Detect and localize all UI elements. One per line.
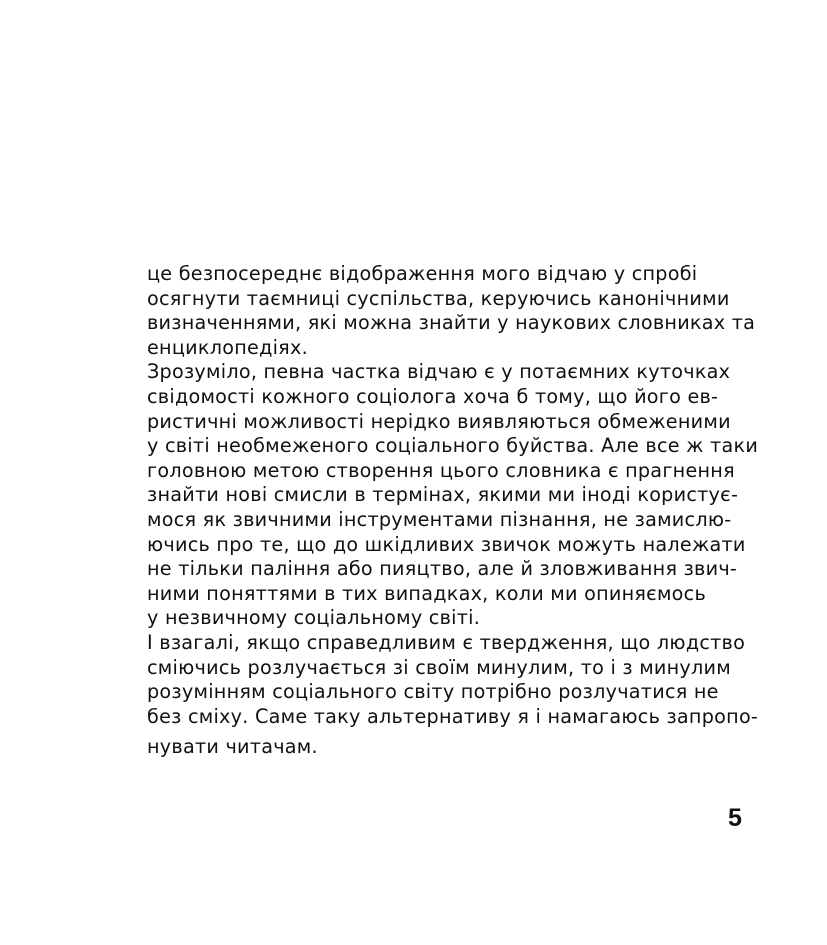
text-line: знайти нові смисли в термінах, якими ми іноді користує-: [147, 483, 739, 507]
text-line: не тільки паління або пияцтво, але й зловживання звич-: [147, 557, 738, 581]
text-line: мося як звичними інструментами пізнання, не замислю-: [147, 507, 732, 531]
paragraph-1: [147, 262, 756, 360]
body-text: [147, 262, 759, 760]
text-line: ними поняттями в тих випадках, коли ми опиняємось: [147, 581, 707, 605]
text-line: осягнути таємниці суспільства, керуючись канонічними: [147, 286, 730, 310]
text-line: головною метою створення цього словника є прагнення: [147, 458, 735, 482]
text-line: енциклопедіях.: [147, 335, 308, 359]
text-line: ристичні можливості нерідко виявляються обмеженими: [147, 409, 731, 433]
text-line: це безпосереднє відображення мого відчаю у спробі: [147, 262, 698, 285]
text-line: розумінням соціального світу потрібно розлучатися не: [147, 680, 719, 704]
text-line: І взагалі, якщо справедливим є твердження, що людство: [147, 630, 746, 654]
text-line: ючись про те, що до шкідливих звичок можуть належати: [147, 532, 746, 556]
paragraph-3: [147, 630, 759, 760]
text-line: у світі необмеженого соціального буйства. Але все ж таки: [147, 434, 759, 458]
text-line: у незвичному соціальному світі.: [147, 606, 481, 630]
text-line: сміючись розлучається зі своїм минулим, то і з минулим: [147, 655, 732, 679]
paragraph-2: [147, 360, 759, 631]
page-number: 5: [728, 804, 742, 832]
text-line: без сміху. Саме таку альтернативу я і намагаюсь запропо-: [147, 704, 759, 728]
text-line: нувати читачам.: [147, 735, 318, 759]
text-line: Зрозуміло, певна частка відчаю є у потаємних куточках: [147, 360, 731, 384]
text-line: визначеннями, які можна знайти у наукових словниках та: [147, 311, 756, 335]
text-line: свідомості кожного соціолога хоча б тому, що його ев-: [147, 384, 719, 408]
